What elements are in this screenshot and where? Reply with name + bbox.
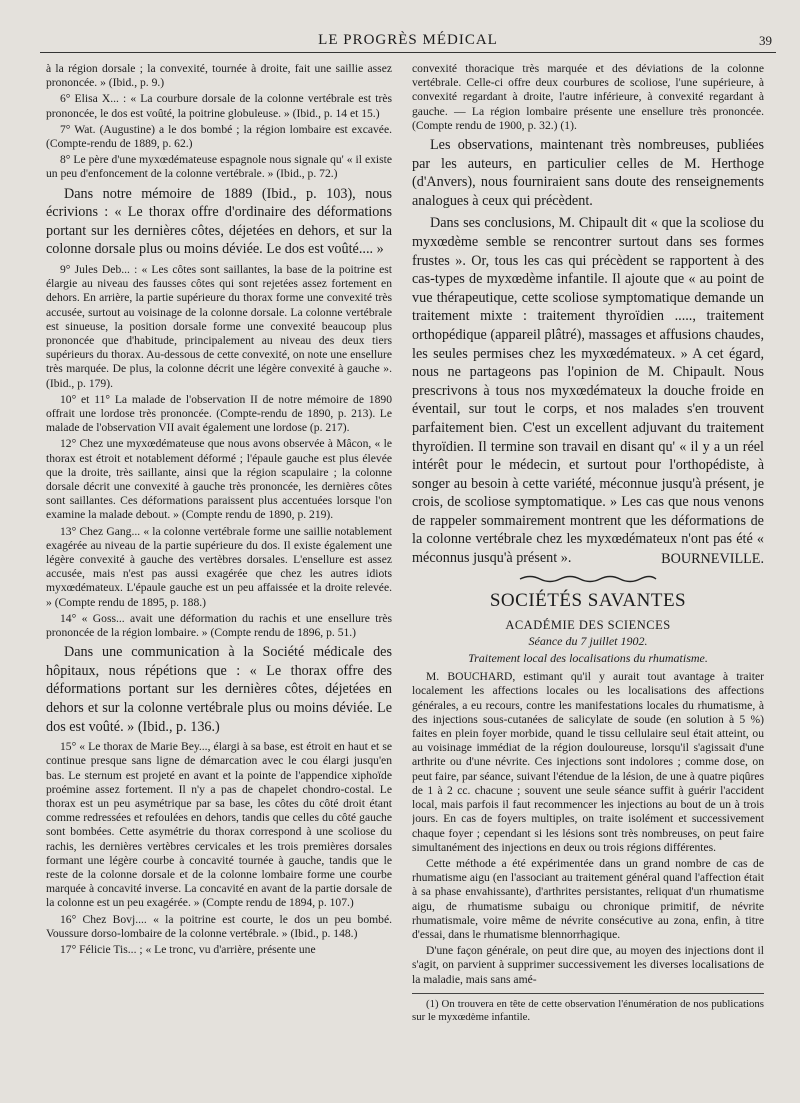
running-header <box>40 30 776 53</box>
ornamental-divider-icon <box>412 572 764 584</box>
paragraph: Dans une communication à la Société médicale des hôpitaux, nous répétions que : « Le thorax offre des déformations portant sur les dernières côtes, déjetées en dehors et sur la colonne vertébrale plus ou moins déviée. Le dos est voûté. » (Ibid., p. 136.) <box>46 644 392 735</box>
paragraph: Les observations, maintenant très nombreuses, publiées par les auteurs, en particulier celles de M. Herthoge (d'Anvers), nous fourniraient sans doute des renseignements analogues à ceux qui précèdent. <box>412 137 764 209</box>
session-date: Séance du 7 juillet 1902. <box>528 634 648 649</box>
paragraph: Dans ses conclusions, M. Chipault dit « que la scoliose du myxœdème semble se rencontrer surtout dans ses formes frustes ». Or, tous les cas qui précèdent se rapportent à des cas-types de myxœdème infantile. Il ajoute que « au point de vue thérapeutique, cette scoliose symptomatique demande un traitement mixte : traitement thyroïdien ....., traitement orthopédique (appareil plâtré), massages et affusions chaudes, les seules permises chez les myxœdémateux. » A cet égard, nous ne partageons pas l'opinion de M. Chipault. Nous prescrivons à tous nos myxœdémateux la douche froide en éventail, sur tout le corps, et nos malades s'en trouvent parfaitement bien. C'est un excellent adjuvant du traitement thyroïdien. Il termine son travail en disant qu' « il y a un réel intérêt pour le médecin, et surtout pour l'orthopédiste, à songer au besoin à cette variété, méconnue jusqu'à présent, je crois, de scoliose symptomatique. » Les cas que nous venons de rappeler sommairement montrent que les déformations de la colonne vertébrale chez les myxœdémateux n'ont pas été « méconnus jusqu'à présent ». <box>412 215 764 567</box>
paragraph: 17° Félicie Tis... ; « Le tronc, vu d'arrière, présente une <box>60 943 316 957</box>
paragraph: 15° « Le thorax de Marie Bey..., élargi à sa base, est étroit en haut et se continue presque sans ligne de démarcation avec le cou élargi jusqu'en bas. Le sternum est projeté en avant et la pointe de l'appendice xiphoïde proémine assez fortement. Il n'y a pas de chapelet chondro-costal. Le thorax est un peu asymétrique par sa base, les côtes du côté droit étant comme redressées et refoulées en dehors, tandis que celles du côté gauche sont bombées. Cette asymétrie du thorax correspond à une scoliose du rachis, les dernières vertèbres cervicales et les trois premières dorsales formant une légère courbe à concavité tournée à gauche, tandis que le reste de la colonne dorsale et de la colonne lombaire forme une courbe marquée à concavité inverse. La concavité en avant de la partie dorsale de la colonne est un peu exagérée. » (Compte rendu de 1894, p. 107.) <box>46 740 392 910</box>
paragraph: convexité thoracique très marquée et des déviations de la colonne vertébrale. Celle-ci offre deux courbures de scoliose, l'une supérieure, à convexité regardant à droite, l'autre inférieure, à convexité regardant à gauche. — La région lombaire présente une ensellure très prononcée. (Compte rendu de 1900, p. 32.) (1). <box>412 62 764 132</box>
paragraph: 10° et 11° La malade de l'observation II de notre mémoire de 1890 offrait une lordose très prononcée. (Compte-rendu de 1890, p. 213). Le malade de l'observation VII avait également une lordose (p. 217). <box>46 392 392 435</box>
paragraph: M. BOUCHARD, estimant qu'il y aurait tout avantage à traiter localement les affections locales ou les localisations des affections générales, a eu recours, contre les manifestations locales du rhumatisme, à des injections sous-cutanées de salicylate de soude (en solution à 5 %) faites en plein foyer morbide, quand le tissu cellulaire seul était atteint, ou au voisinage immédiat de la région douloureuse, lorsqu'il s'agissait d'une arthrite ou d'une névrite. Ces injections sont indolores ; comme dose, on peut faire, par séance, suivant l'étendue de la lésion, de une à quatre piqûres de 1 à 2 cc. chacune ; souvent une seule séance suffit à guérir l'accident local, mais parfois il faut recommencer les injections au bout de un à trois jours. En cas de foyers multiples, on traite isolément et successivement chaque foyer ; cependant si les lésions sont très nombreuses, on peut faire simultanément des injections en deux ou trois régions différentes. <box>412 670 764 854</box>
footnote: (1) On trouvera en tête de cette observation l'énumération de nos publications sur le myxœdème infantile. <box>412 997 764 1023</box>
paragraph: Dans notre mémoire de 1889 (Ibid., p. 103), nous écrivions : « Le thorax offre d'ordinaire des déformations portant sur les dernières côtes, déjetées en dehors, et sur la colonne dorsale plus ou moins déviée. Le dos est voûté.... » <box>46 185 392 258</box>
paragraph: Cette méthode a été expérimentée dans un grand nombre de cas de rhumatisme aigu (en l'associant au traitement général quand l'affection était à sa phase envahissante), d'arthrites persistantes, reliquat d'un rhumatisme aigu, de rhumatisme subaigu ou chronique primitif, de névrite rhumatismale, voire même de névrite consécutive au zona, enfin, à titre d'essai, dans le rhumatisme blennorrhagique. <box>412 856 764 941</box>
paragraph: 8° Le père d'une myxœdémateuse espagnole nous signale qu' « il existe un peu d'enfoncement de la colonne vertébrale. » (Ibid., p. 72.) <box>46 153 392 181</box>
page-number: 39 <box>759 33 772 48</box>
paragraph: 14° « Goss... avait une déformation du rachis et une ensellure très prononcée de la région lombaire. » (Compte rendu de 1896, p. 51.) <box>46 611 392 640</box>
article-subject: Traitement local des localisations du rhumatisme. <box>468 651 708 666</box>
right-column-bottom-text <box>412 670 764 986</box>
paragraph: 16° Chez Bovj.... « la poitrine est courte, le dos un peu bombé. Voussure dorso-lombaire de la colonne vertébrale. » (Ibid., p. 148.) <box>46 912 392 940</box>
footnote-rule <box>412 993 764 994</box>
paragraph: 7° Wat. (Augustine) a le dos bombé ; la région lombaire est excavée. (Compte-rendu de 1889, p. 62.) <box>46 122 392 151</box>
paragraph: 6° Elisa X... : « La courbure dorsale de la colonne vertébrale est très prononcée, le dos est voûté, la poitrine globuleuse. » (Ibid., p. 14 et 15.) <box>46 92 392 120</box>
left-column <box>46 62 392 1102</box>
paragraph: à la région dorsale ; la convexité, tournée à droite, fait une saillie assez prononcée. » (Ibid., p. 9.) <box>46 62 392 90</box>
author-signature: BOURNEVILLE. <box>661 550 764 567</box>
journal-title: LE PROGRÈS MÉDICAL <box>318 32 498 48</box>
paragraph: 9° Jules Deb... : « Les côtes sont saillantes, la base de la poitrine est élargie au niveau des fausses côtes qui sont rejetées assez fortement en dehors. En arrière, la partie supérieure du thorax forme une convexité très accusée, surtout au voisinage de la colonne dorsale. La colonne vertébrale est sinueuse, la position dorsale forme une convexité beaucoup plus prononcée que d'habitude, principalement au niveau des deux tiers supérieurs du thorax. Au-dessous de cette convexité, on note une ensellure très marquée. De plus, la colonne décrit une légère convexité à gauche ». (Ibid., p. 179). <box>46 263 392 390</box>
paragraph: 13° Chez Gang... « la colonne vertébrale forme une saillie notablement exagérée au niveau de la partie supérieure du dos. Il existe également une légère convexité à gauche des vertèbres dorsales. L'ensellure est assez accusée, mais n'est pas aussi exagérée que chez les autres idiots myxœdémateux. L'épaule gauche est un peu affaissée et la droite relevée. » (Compte rendu de 1895, p. 188.) <box>46 524 392 609</box>
academy-heading: ACADÉMIE DES SCIENCES <box>505 618 671 633</box>
paragraph: 12° Chez une myxœdémateuse que nous avons observée à Mâcon, « le thorax est étroit et notablement déformé ; l'épaule gauche est plus élevée que la droite, très saillante, ainsi que la région scapulaire ; la colonne dorsale décrit une convexité à gauche très prononcée, les dernières côtes sont saillantes. Ces déformations paraissent plus accentuées lorsque l'on examine la malade debout. » (Compte rendu de 1890, p. 219). <box>46 437 392 522</box>
right-column <box>412 62 764 1102</box>
right-column-top-text <box>412 62 764 568</box>
section-title: SOCIÉTÉS SAVANTES <box>489 590 687 612</box>
paragraph: D'une façon générale, on peut dire que, au moyen des injections dont il s'agit, on parvient à supprimer successivement les diverses localisations de la maladie, mais sans amé- <box>412 944 764 986</box>
